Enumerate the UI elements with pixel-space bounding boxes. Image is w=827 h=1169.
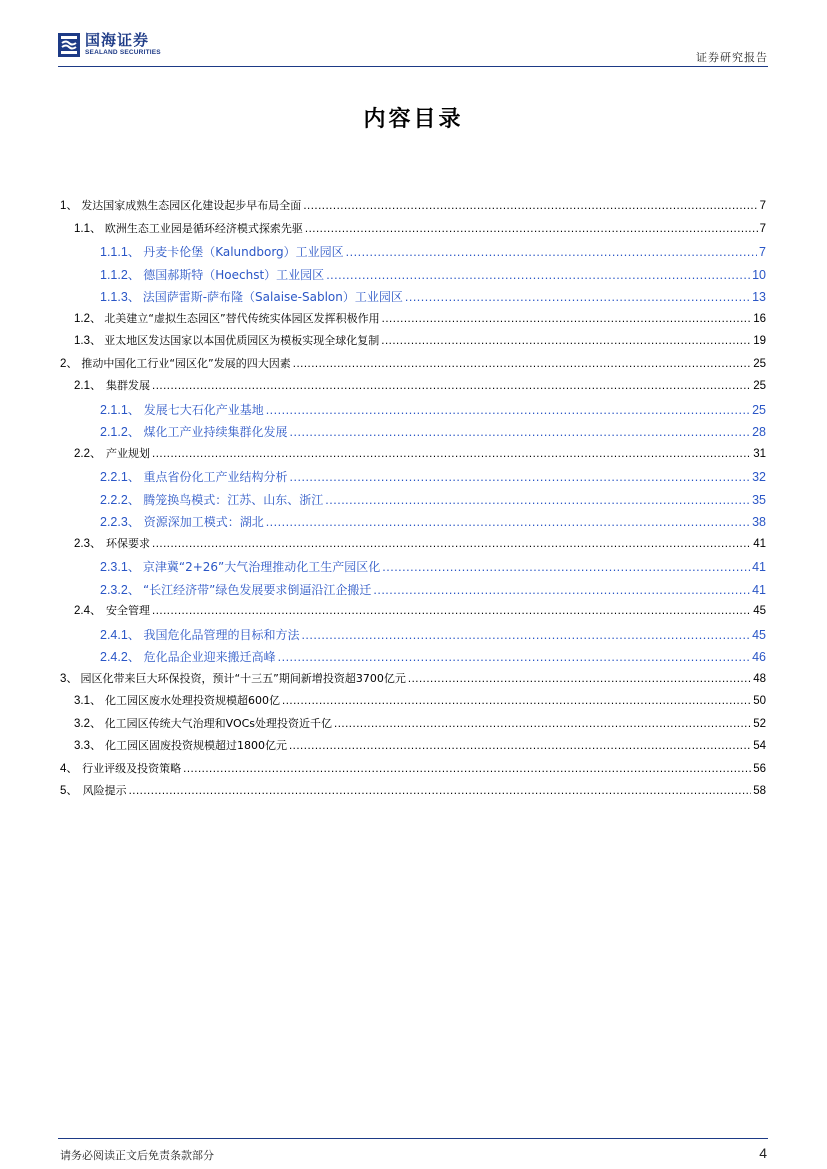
toc-entry[interactable] [60,490,766,513]
toc-entry-page: 25 [753,380,766,392]
toc-dot-leader [282,695,751,707]
toc-entry-number: 2.2.1、 [100,470,141,484]
toc-entry-title: 产业规划 [106,446,150,460]
toc-dot-leader [152,605,751,617]
toc-entry-number: 3、 [60,672,78,685]
document-type: 证券研究报告 [696,51,768,64]
toc-entry-title: 腾笼换鸟模式：江苏、山东、浙江 [143,492,324,507]
toc-entry-title: 化工园区废水处理投资规模超600亿 [105,694,281,707]
toc-entry[interactable] [60,332,766,355]
toc-dot-leader [129,785,752,797]
toc-entry-number: 2.1.2、 [100,425,141,439]
toc-entry-page: 35 [752,492,766,507]
toc-entry-number: 4、 [60,762,78,775]
toc-entry-title: 行业评级及投资策略 [82,761,182,775]
toc-entry-number: 2.1.1、 [100,402,141,417]
toc-entry[interactable] [60,535,766,558]
toc-entry-title: 风险提示 [82,784,127,797]
page-header [58,32,768,66]
toc-entry-number: 2.1、 [74,380,102,392]
toc-entry[interactable] [60,602,766,625]
toc-entry-title: 安全管理 [106,604,150,617]
toc-dot-leader [408,673,751,685]
toc-entry-number: 3.2、 [74,717,102,730]
toc-entry-page: 32 [752,470,766,484]
toc-dot-leader [266,403,750,417]
toc-dot-leader [278,650,750,664]
toc-entry-number: 3.3、 [74,740,102,752]
toc-dot-leader [373,583,750,597]
toc-dot-leader [289,740,751,752]
toc-entry-number: 2.2.2、 [100,492,141,507]
toc-entry-page: 46 [752,650,766,664]
toc-entry-page: 31 [753,447,766,460]
toc-entry-page: 10 [752,267,766,282]
toc-dot-leader [382,560,750,574]
toc-entry-title: 德国郝斯特（Hoechst）工业园区 [143,267,325,282]
toc-entry-title: 发展七大石化产业基地 [143,402,264,417]
toc-entry[interactable] [60,782,766,805]
toc-entry[interactable] [60,400,766,423]
toc-entry-page: 50 [753,695,766,707]
toc-entry[interactable] [60,310,766,333]
toc-dot-leader [381,335,751,347]
toc-entry[interactable] [60,647,766,670]
logo-english-name: SEALAND SECURITIES [85,49,161,56]
toc-dot-leader [266,515,750,529]
toc-dot-leader [152,448,751,460]
toc-entry[interactable] [60,220,766,243]
toc-entry-page: 41 [752,560,766,574]
toc-entry-page: 45 [752,627,766,642]
toc-dot-leader [334,718,751,730]
toc-dot-leader [305,223,758,235]
toc-entry-number: 1、 [60,200,78,212]
toc-entry[interactable] [60,377,766,400]
toc-dot-leader [326,268,750,282]
toc-entry-title: 欧洲生态工业园是循环经济模式探索先驱 [104,221,303,235]
toc-entry-title: 化工园区传统大气治理和VOCs处理投资近千亿 [104,716,333,730]
toc-entry-number: 1.2、 [74,312,102,325]
toc-dot-leader [293,358,751,370]
toc-entry-number: 2.4.1、 [100,627,141,642]
toc-entry[interactable] [60,445,766,468]
toc-entry-title: 亚太地区发达国家以本国优质园区为模板实现全球化复制 [104,334,380,347]
toc-entry-page: 58 [753,785,766,797]
toc-entry-number: 1.1.1、 [100,245,141,259]
toc-entry-number: 2.2、 [74,447,102,460]
toc-entry-title: 丹麦卡伦堡（Kalundborg）工业园区 [143,245,344,259]
toc-entry[interactable] [60,692,766,715]
toc-entry-number: 3.1、 [74,695,102,707]
toc-entry-page: 19 [753,335,766,347]
toc-entry[interactable] [60,265,766,288]
toc-entry[interactable] [60,242,766,265]
toc-entry[interactable] [60,467,766,490]
toc-entry-title: 资源深加工模式：湖北 [143,515,264,529]
toc-entry-title: 化工园区固废投资规模超过1800亿元 [104,739,287,752]
toc-entry-page: 52 [753,717,766,730]
toc-entry-title: 京津冀“2+26”大气治理推动化工生产园区化 [142,560,381,574]
toc-entry-title: 推动中国化工行业“园区化”发展的四大因素 [81,356,291,370]
table-of-contents [60,197,766,805]
company-logo [58,32,161,66]
toc-entry-page: 41 [752,582,766,597]
toc-entry-page: 48 [753,672,766,685]
toc-dot-leader [325,493,750,507]
toc-entry[interactable] [60,715,766,738]
toc-dot-leader [290,470,751,484]
page-title: 内容目录 [363,107,464,132]
toc-entry-page: 25 [753,357,766,370]
toc-entry-title: 危化品企业迎来搬迁高峰 [143,650,276,664]
toc-entry-title: 煤化工产业持续集群化发展 [143,425,288,439]
toc-entry-number: 1.1.3、 [100,290,141,304]
toc-entry[interactable] [60,557,766,580]
toc-dot-leader [405,290,750,304]
toc-entry[interactable] [60,625,766,648]
toc-entry-page: 56 [753,762,766,775]
toc-entry-page: 13 [752,290,766,304]
toc-entry-number: 2.3、 [74,537,102,550]
toc-entry-number: 2.2.3、 [100,515,141,529]
toc-entry-title: 北美建立“虚拟生态园区”替代传统实体园区发挥积极作用 [104,311,380,325]
logo-chinese-name: 国海证券 [85,31,150,49]
toc-entry-page: 54 [753,740,766,752]
toc-entry-number: 1.1、 [74,222,102,235]
toc-entry[interactable] [60,512,766,535]
footer-disclaimer: 请务必阅读正文后免责条款部分 [60,1149,214,1162]
toc-entry-title: 我国危化品管理的目标和方法 [143,627,300,642]
footer-divider [58,1138,768,1139]
toc-entry-page: 38 [752,515,766,529]
toc-entry-page: 41 [753,537,766,550]
toc-entry-number: 1.3、 [74,335,102,347]
sealand-logo-icon [58,33,80,57]
toc-entry-number: 1.1.2、 [100,267,141,282]
toc-entry-title: 重点省份化工产业结构分析 [143,470,288,484]
toc-dot-leader [303,200,757,212]
toc-dot-leader [346,245,757,259]
toc-entry-number: 2.4.2、 [100,650,141,664]
toc-entry-title: 集群发展 [106,379,150,392]
toc-entry-page: 45 [753,605,766,617]
toc-entry[interactable] [60,355,766,378]
toc-entry[interactable] [60,422,766,445]
page-number: 4 [759,1145,767,1161]
toc-entry[interactable] [60,197,766,220]
toc-entry[interactable] [60,737,766,760]
toc-entry-title: “长江经济带”绿色发展要求倒逼沿江企搬迁 [142,582,372,597]
toc-dot-leader [301,628,750,642]
toc-entry-title: 园区化带来巨大环保投资，预计“十三五”期间新增投资超3700亿元 [80,671,406,685]
toc-entry[interactable] [60,670,766,693]
toc-dot-leader [152,380,751,392]
toc-entry-number: 2.4、 [74,605,102,617]
toc-entry[interactable] [60,760,766,783]
toc-entry[interactable] [60,287,766,310]
toc-entry-page: 7 [759,222,766,235]
toc-entry-title: 发达国家成熟生态园区化建设起步早布局全面 [81,199,302,212]
toc-dot-leader [382,313,752,325]
toc-dot-leader [183,763,751,775]
toc-dot-leader [152,538,751,550]
toc-entry-number: 5、 [60,785,78,797]
toc-entry-title: 环保要求 [106,536,150,550]
toc-entry[interactable] [60,580,766,603]
toc-entry-title: 法国萨雷斯-萨布隆（Salaise-Sablon）工业园区 [142,290,403,304]
toc-entry-page: 16 [753,312,766,325]
toc-entry-page: 28 [752,425,766,439]
toc-entry-page: 7 [759,200,766,212]
toc-entry-page: 7 [759,245,766,259]
header-divider [58,66,768,67]
toc-entry-page: 25 [752,402,766,417]
toc-entry-number: 2、 [60,357,78,370]
toc-entry-number: 2.3.2、 [100,582,141,597]
toc-entry-number: 2.3.1、 [100,560,141,574]
toc-dot-leader [290,425,751,439]
